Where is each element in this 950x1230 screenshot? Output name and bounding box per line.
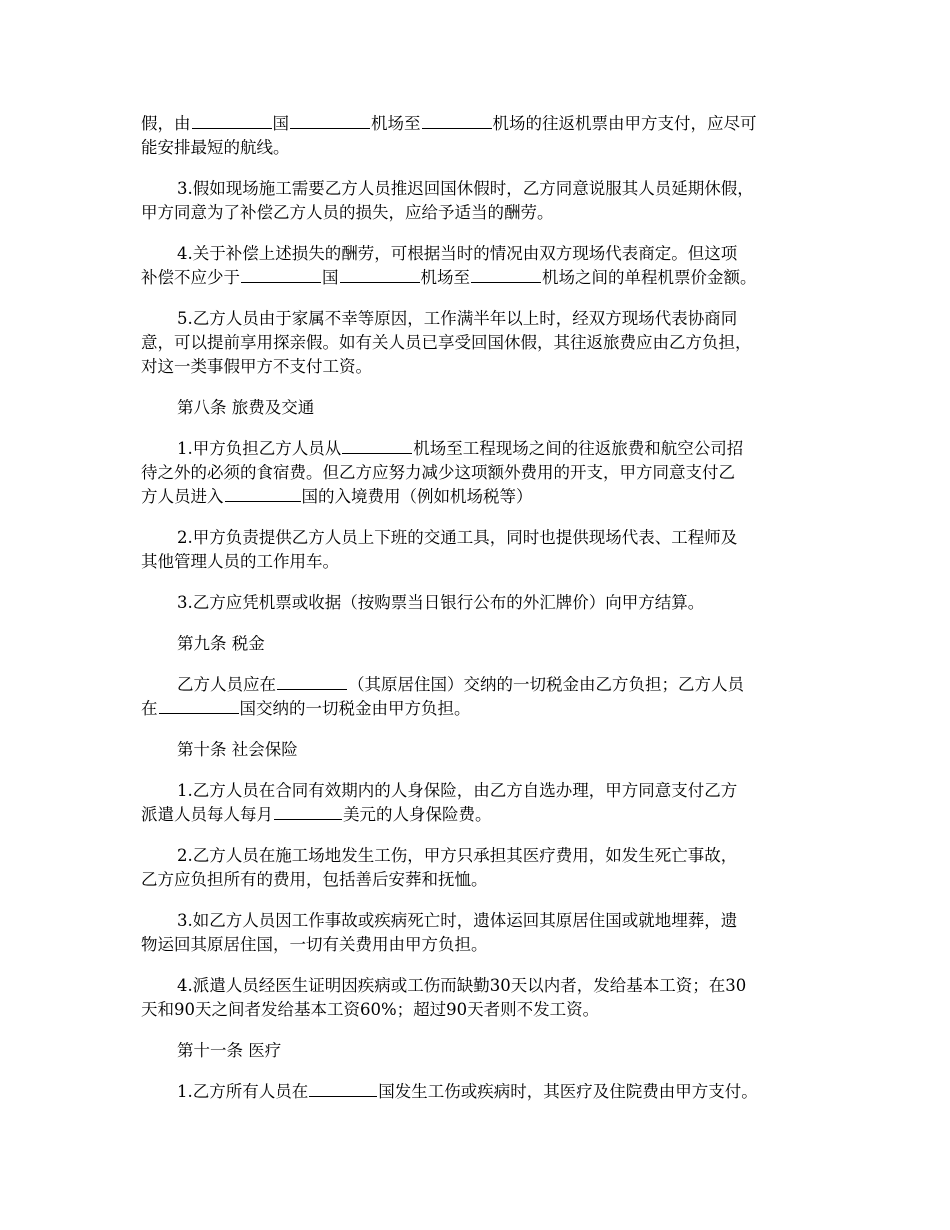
text-segment: 美元的人身保险费。 (343, 805, 492, 824)
text-line: 5.乙方人员由于家属不幸等原因，工作满半年以上时，经双方现场代表协商同 (177, 309, 738, 328)
text-segment: 补偿不应少于 (141, 268, 240, 287)
text-segment: 国 (272, 114, 289, 133)
text-line: 待之外的必须的食宿费。但乙方应努力减少这项额外费用的开支，甲方同意支付乙 (141, 463, 735, 482)
text-line (141, 673, 821, 697)
text-line: 甲方同意为了补偿乙方人员的损失，应给予适当的酬劳。 (141, 203, 554, 222)
text-segment: 派遣人员每人每月 (141, 805, 273, 824)
fill-blank (241, 266, 321, 283)
text-segment: 机场至工程现场之间的往返旅费和航空公司招 (413, 439, 744, 458)
text-line (141, 112, 821, 136)
text-segment: 国的入境费用（例如机场税等） (301, 487, 533, 506)
article-9-heading: 第九条 税金 (177, 634, 265, 653)
article-8-heading: 第八条 旅费及交通 (177, 398, 315, 417)
fill-blank (159, 697, 239, 714)
text-segment: 国发生工伤或疾病时，其医疗及住院费由甲方支付。 (378, 1082, 758, 1101)
paragraph-clause-3-delay-leave (141, 177, 821, 225)
text-segment: 假，由 (141, 114, 191, 133)
text-segment: （其原居住国）交纳的一切税金由乙方负担；乙方人员 (348, 675, 744, 694)
text-line: 物运回其原居住国，一切有关费用由甲方负担。 (141, 935, 488, 954)
text-line (141, 437, 821, 461)
paragraph-taxes (141, 673, 821, 721)
text-line (141, 266, 821, 290)
text-segment: 机场至 (420, 268, 470, 287)
paragraph-sick-leave-pay (141, 974, 821, 1022)
text-line: 2.甲方负责提供乙方人员上下班的交通工具，同时也提供现场代表、工程师及 (177, 528, 738, 547)
text-line (141, 485, 821, 509)
text-line: 3.如乙方人员因工作事故或疾病死亡时，遗体运回其原居住国或就地埋葬，遗 (177, 911, 738, 930)
text-line: 3.乙方应凭机票或收据（按购票当日银行公布的外汇牌价）向甲方结算。 (177, 593, 705, 612)
paragraph-insurance (141, 779, 821, 827)
article-11-heading: 第十一条 医疗 (177, 1041, 282, 1060)
fill-blank (342, 437, 412, 454)
paragraph-return-ticket (141, 112, 821, 160)
text-line: 3.假如现场施工需要乙方人员推迟回国休假时，乙方同意说服其人员延期休假， (177, 179, 754, 198)
text-segment: 国交纳的一切税金由甲方负担。 (239, 699, 471, 718)
fill-blank (192, 112, 272, 129)
text-segment: 国 (322, 268, 339, 287)
text-line (141, 1080, 821, 1104)
paragraph-medical (141, 1080, 821, 1104)
fill-blank (471, 266, 541, 283)
text-line: 能安排最短的航线。 (141, 138, 290, 157)
text-segment: 乙方人员应在 (177, 675, 276, 694)
text-line: 其他管理人员的工作用车。 (141, 552, 339, 571)
paragraph-transport (141, 526, 821, 574)
fill-blank (277, 673, 347, 690)
text-line: 天和90天之间者发给基本工资60%；超过90天者则不发工资。 (141, 1000, 600, 1019)
fill-blank (422, 112, 492, 129)
text-line: 4.关于补偿上述损失的酬劳，可根据当时的情况由双方现场代表商定。但这项 (177, 244, 738, 263)
text-line: 4.派遣人员经医生证明因疾病或工伤而缺勤30天以内者，发给基本工资；在30 (177, 976, 747, 995)
text-line: 2.乙方人员在施工场地发生工伤，甲方只承担其医疗费用，如发生死亡事故， (177, 846, 738, 865)
fill-blank (309, 1080, 377, 1097)
text-segment: 机场至 (371, 114, 421, 133)
text-segment: 机场之间的单程机票价金额。 (542, 268, 757, 287)
text-line: 对这一类事假甲方不支付工资。 (141, 357, 372, 376)
text-line (141, 803, 821, 827)
article-10-heading: 第十条 社会保险 (177, 740, 298, 759)
paragraph-settlement (141, 591, 821, 615)
fill-blank (290, 112, 370, 129)
paragraph-clause-5-family-leave (141, 307, 821, 379)
paragraph-work-injury (141, 844, 821, 892)
text-line: 1.乙方人员在合同有效期内的人身保险，由乙方自选办理，甲方同意支付乙方 (177, 781, 738, 800)
fill-blank (225, 485, 301, 502)
text-line (141, 697, 821, 721)
text-segment: 在 (141, 699, 158, 718)
fill-blank (340, 266, 420, 283)
text-segment: 1.乙方所有人员在 (177, 1082, 309, 1101)
paragraph-death-repatriation (141, 909, 821, 957)
text-segment: 方人员进入 (141, 487, 224, 506)
text-segment: 1.甲方负担乙方人员从 (177, 439, 342, 458)
paragraph-travel-expenses (141, 437, 821, 509)
text-line: 意，可以提前享用探亲假。如有关人员已享受回国休假，其往返旅费应由乙方负担， (141, 333, 752, 352)
fill-blank (274, 803, 342, 820)
text-segment: 机场的往返机票由甲方支付，应尽可 (492, 114, 757, 133)
paragraph-clause-4-compensation (141, 242, 821, 290)
text-line: 乙方应负担所有的费用，包括善后安葬和抚恤。 (141, 870, 488, 889)
document-page (141, 112, 821, 1121)
